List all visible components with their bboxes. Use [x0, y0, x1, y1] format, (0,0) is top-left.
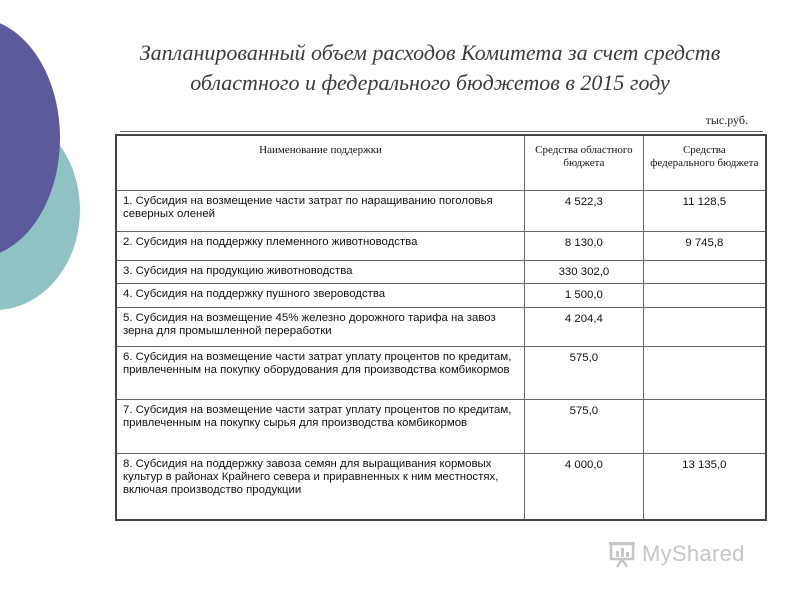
divider-line: [120, 131, 763, 132]
header-support-name: Наименование поддержки: [116, 135, 525, 191]
row-federal: [643, 284, 766, 308]
table-row: [116, 261, 766, 284]
title-line-2: областного и федерального бюджетов в 2015 году: [190, 70, 670, 95]
row-regional: 575,0: [525, 400, 644, 454]
row-regional: 4 522,3: [525, 191, 644, 232]
budget-table: [115, 134, 767, 521]
row-name: 5. Субсидия на возмещение 45% железно дорожного тарифа на завоз зерна для промышленной переработки: [116, 308, 525, 347]
row-name: 6. Субсидия на возмещение части затрат уплату процентов по кредитам, привлеченным на покупку оборудования для производства комбикормов: [116, 347, 525, 400]
row-federal: [643, 400, 766, 454]
row-regional: 8 130,0: [525, 232, 644, 261]
table-row: [116, 284, 766, 308]
row-name: 1. Субсидия на возмещение части затрат по наращиванию поголовья северных оленей: [116, 191, 525, 232]
table-row: [116, 308, 766, 347]
row-regional: 4 000,0: [525, 454, 644, 520]
row-federal: 9 745,8: [643, 232, 766, 261]
row-name: 4. Субсидия на поддержку пушного звероводства: [116, 284, 525, 308]
row-name: 8. Субсидия на поддержку завоза семян для выращивания кормовых культур в районах Крайнего севера и приравненных к ним местностях, включая производство продукции: [116, 454, 525, 520]
row-federal: 13 135,0: [643, 454, 766, 520]
row-federal: 11 128,5: [643, 191, 766, 232]
row-name: 2. Субсидия на поддержку племенного животноводства: [116, 232, 525, 261]
table-row: [116, 454, 766, 520]
presentation-board-icon: [608, 540, 638, 568]
row-federal: [643, 261, 766, 284]
header-federal-budget: Средства федерального бюджета: [643, 135, 766, 191]
row-regional: 1 500,0: [525, 284, 644, 308]
table-header-row: [116, 135, 766, 191]
watermark: [608, 538, 745, 570]
row-regional: 575,0: [525, 347, 644, 400]
table-row: [116, 191, 766, 232]
title-line-1: Запланированный объем расходов Комитета за счет средств: [139, 40, 721, 65]
row-name: 3. Субсидия на продукцию животноводства: [116, 261, 525, 284]
row-federal: [643, 308, 766, 347]
row-federal: [643, 347, 766, 400]
slide-title: [120, 38, 740, 98]
row-regional: 330 302,0: [525, 261, 644, 284]
row-name: 7. Субсидия на возмещение части затрат уплату процентов по кредитам, привлеченным на покупку сырья для производства комбикормов: [116, 400, 525, 454]
table-row: [116, 232, 766, 261]
row-regional: 4 204,4: [525, 308, 644, 347]
table-row: [116, 400, 766, 454]
watermark-text: MyShared: [642, 541, 745, 566]
units-label: тыс.руб.: [705, 113, 748, 127]
table-row: [116, 347, 766, 400]
header-regional-budget: Средства областного бюджета: [525, 135, 644, 191]
